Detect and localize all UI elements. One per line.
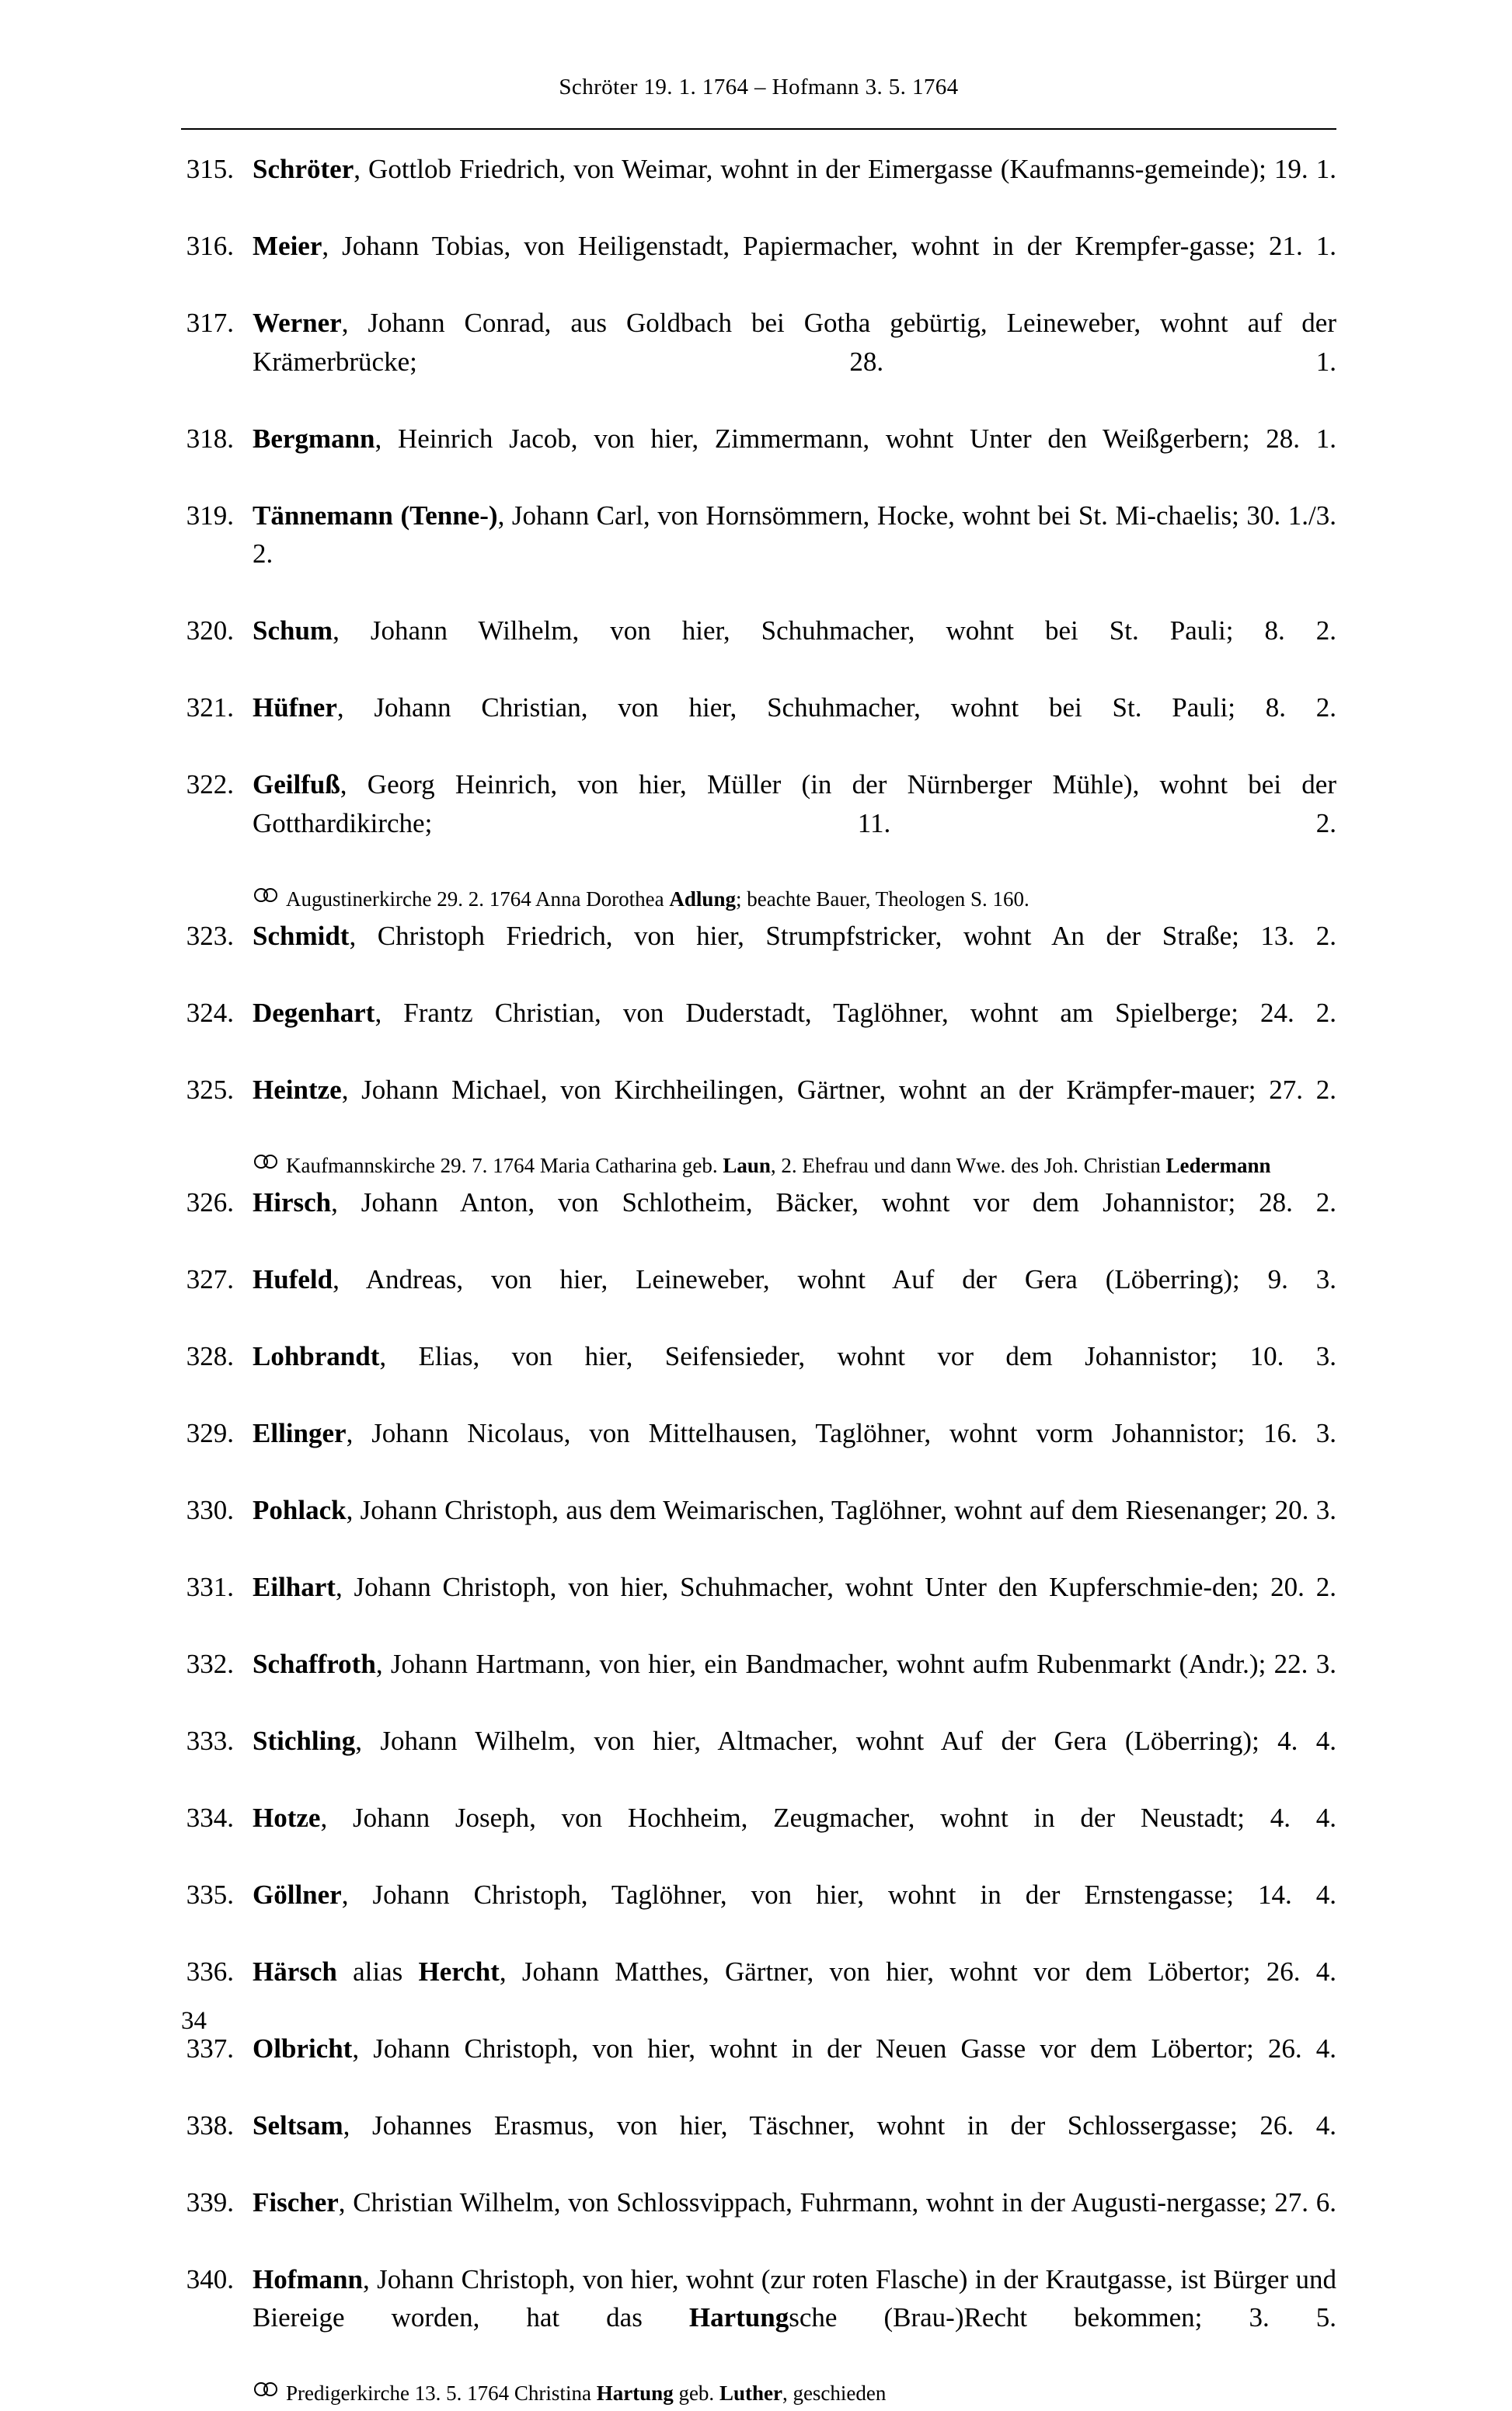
entry-surname: Schaffroth — [253, 1648, 376, 1679]
entry-row — [181, 1414, 1336, 1491]
entry-text: , Georg Heinrich, von hier, Müller (in der Nürnberger Mühle), wohnt bei der Gotthardikirche; 11. 2. — [253, 769, 1336, 838]
entry-surname: Seltsam — [253, 2110, 343, 2141]
entry-row — [181, 1876, 1336, 1953]
entry-text: , Johannes Erasmus, von hier, Täschner, wohnt in der Schlossergasse; 26. 4. — [343, 2110, 1336, 2141]
entry-text: , Johann Anton, von Schlotheim, Bäcker, wohnt vor dem Johannistor; 28. 2. — [331, 1186, 1336, 1218]
entry-text: , Christian Wilhelm, von Schlossvippach, Fuhrmann, wohnt in der Augusti-nergasse; 27. 6. — [338, 2186, 1336, 2218]
entry-number: 331. — [186, 1571, 234, 1602]
page-number: 34 — [181, 2007, 207, 2035]
entry-row — [181, 420, 1336, 496]
entry-number: 329. — [186, 1417, 234, 1448]
marriage-oo-symbol-icon — [253, 883, 286, 903]
entry-row — [181, 611, 1336, 688]
entry-surname: Hüfner — [253, 692, 337, 723]
entry-row — [181, 2106, 1336, 2183]
entry-surname: Heintze — [253, 1074, 342, 1105]
entry-text: , Gottlob Friedrich, von Weimar, wohnt in der Eimergasse (Kaufmanns-gemeinde); 19. 1. — [354, 154, 1336, 184]
entry-number: 321. — [186, 692, 234, 723]
entry-body — [253, 1260, 1336, 1337]
entry-row — [181, 1722, 1336, 1799]
entry-surname: Schröter — [253, 154, 354, 184]
entry-body — [253, 1491, 1336, 1568]
entry-row — [181, 496, 1336, 612]
entry-number: 322. — [186, 769, 234, 800]
entry-surname: Tännemann (Tenne-) — [253, 500, 498, 531]
entry-row — [181, 1491, 1336, 1568]
entry-text: Kaufmannskirche 29. 7. 1764 Maria Catharina geb. — [286, 1153, 723, 1177]
entry-body — [253, 304, 1336, 420]
entry-text: , Johann Christoph, von hier, Schuhmacher, wohnt Unter den Kupferschmie-den; 20. 2. — [335, 1571, 1336, 1602]
entry-row — [181, 150, 1336, 227]
entry-row — [181, 1799, 1336, 1876]
entry-number: 327. — [186, 1263, 234, 1294]
entry-body — [253, 1337, 1336, 1414]
entry-surname: Degenhart — [253, 997, 375, 1028]
entry-text: ; beachte Bauer, Theologen S. 160. — [735, 887, 1029, 911]
entry-row — [181, 1260, 1336, 1337]
entry-number: 315. — [186, 154, 234, 184]
entry-body — [253, 1953, 1336, 2029]
entry-surname: Stichling — [253, 1725, 356, 1756]
entry-body — [253, 227, 1336, 304]
entry-body — [253, 2183, 1336, 2260]
running-head: Schröter 19. 1. 1764 – Hofmann 3. 5. 1764 — [559, 75, 959, 99]
entry-text: geb. — [673, 2381, 719, 2405]
entry-body — [253, 688, 1336, 765]
entry-text: Augustinerkirche 29. 2. 1764 Anna Dorothea — [286, 887, 670, 911]
entry-body — [253, 611, 1336, 688]
entry-number: 323. — [186, 920, 234, 951]
entry-row — [181, 2183, 1336, 2260]
entry-number: 340. — [186, 2263, 234, 2294]
entry-surname: Fischer — [253, 2186, 339, 2218]
entry-surname: Härsch — [253, 1956, 337, 1987]
entry-text: , Johann Conrad, aus Goldbach bei Gotha gebürtig, Leineweber, wohnt auf der Krämerbrücke; 28. 1. — [253, 308, 1336, 377]
entry-row — [181, 688, 1336, 765]
entry-body — [253, 2106, 1336, 2183]
entry-text: , Johann Michael, von Kirchheilingen, Gärtner, wohnt an der Krämpfer-mauer; 27. 2. — [341, 1074, 1336, 1105]
marriage-note-text — [286, 1148, 1336, 1183]
entry-number: 326. — [186, 1186, 234, 1218]
entry-body — [253, 994, 1336, 1071]
entry-surname: Hotze — [253, 1802, 321, 1833]
entry-text: , Christoph Friedrich, von hier, Strumpfstricker, wohnt An der Straße; 13. 2. — [349, 920, 1336, 951]
entry-number: 325. — [186, 1074, 234, 1105]
entry-text: , Johann Christoph, von hier, wohnt (zur roten Flasche) in der Krautgasse, ist Bürger und Biereige worden, hat das — [253, 2263, 1336, 2333]
entry-text: , Johann Nicolaus, von Mittelhausen, Taglöhner, wohnt vorm Johannistor; 16. 3. — [346, 1417, 1336, 1448]
entry-body — [253, 1568, 1336, 1645]
entry-number: 338. — [186, 2110, 234, 2141]
entry-number: 334. — [186, 1802, 234, 1833]
marriage-note-text — [286, 882, 1336, 916]
entry-surname: Ledermann — [1165, 1153, 1271, 1177]
entry-text: , Elias, von hier, Seifensieder, wohnt vor dem Johannistor; 10. 3. — [379, 1340, 1336, 1371]
entry-body — [253, 1645, 1336, 1722]
entry-surname: Bergmann — [253, 423, 375, 454]
entry-number: 332. — [186, 1648, 234, 1679]
entry-number: 318. — [186, 423, 234, 454]
entry-body — [253, 1183, 1336, 1260]
entry-body — [253, 150, 1336, 227]
entry-number: 319. — [186, 500, 234, 531]
entry-surname: Luther — [719, 2381, 782, 2405]
entry-row — [181, 304, 1336, 420]
entry-number: 339. — [186, 2186, 234, 2218]
entry-number: 337. — [186, 2033, 234, 2064]
entry-surname: Hufeld — [253, 1263, 333, 1294]
entry-text: , Johann Joseph, von Hochheim, Zeugmacher, wohnt in der Neustadt; 4. 4. — [320, 1802, 1336, 1833]
entry-body — [253, 1414, 1336, 1491]
entry-body — [253, 1071, 1336, 1148]
entry-body — [253, 1722, 1336, 1799]
entry-number: 317. — [186, 308, 234, 338]
entry-surname: Geilfuß — [253, 769, 340, 800]
entry-row — [181, 227, 1336, 304]
entry-surname: Eilhart — [253, 1571, 336, 1602]
entry-number: 316. — [186, 231, 234, 261]
entry-row — [181, 1645, 1336, 1722]
entry-text: , Johann Tobias, von Heiligenstadt, Papiermacher, wohnt in der Krempfer-gasse; 21. 1. — [322, 231, 1336, 261]
entry-surname: Olbricht — [253, 2033, 353, 2064]
entry-surname: Hirsch — [253, 1186, 332, 1218]
entry-number: 324. — [186, 997, 234, 1028]
entry-surname: Hercht — [418, 1956, 500, 1987]
entry-surname: Hartung — [688, 2302, 789, 2333]
marriage-note — [253, 1148, 1336, 1183]
entry-surname: Adlung — [669, 887, 736, 911]
entry-body — [253, 917, 1336, 994]
marriage-note — [253, 2376, 1336, 2410]
entry-row — [181, 765, 1336, 881]
marriage-oo-symbol-icon — [253, 2377, 286, 2397]
entry-number: 336. — [186, 1956, 234, 1987]
entry-text: Predigerkirche 13. 5. 1764 Christina — [286, 2381, 597, 2405]
entry-text: alias — [336, 1956, 419, 1987]
entry-text: , Johann Christoph, Taglöhner, von hier, wohnt in der Ernstengasse; 14. 4. — [341, 1879, 1336, 1910]
entry-row — [181, 1071, 1336, 1148]
entry-surname: Schum — [253, 615, 333, 646]
entry-row — [181, 2029, 1336, 2106]
entry-body — [253, 496, 1336, 612]
entry-text: , Heinrich Jacob, von hier, Zimmermann, wohnt Unter den Weißgerbern; 28. 1. — [375, 423, 1336, 454]
entry-row — [181, 1337, 1336, 1414]
header-rule — [181, 128, 1336, 130]
marriage-note-text — [286, 2376, 1336, 2410]
entry-row — [181, 1183, 1336, 1260]
marriage-note — [253, 882, 1336, 916]
entry-surname: Meier — [253, 231, 322, 261]
entry-text: , Johann Carl, von Hornsömmern, Hocke, wohnt bei St. Mi-chaelis; 30. 1./3. 2. — [253, 500, 1336, 569]
entry-body — [253, 2029, 1336, 2106]
entry-text: sche (Brau-)Recht bekommen; 3. 5. — [789, 2302, 1336, 2333]
entry-text: , Frantz Christian, von Duderstadt, Taglöhner, wohnt am Spielberge; 24. 2. — [375, 997, 1336, 1028]
entry-surname: Göllner — [253, 1879, 342, 1910]
entry-number: 330. — [186, 1494, 234, 1525]
entry-number: 320. — [186, 615, 234, 646]
entry-text: , Andreas, von hier, Leineweber, wohnt Auf der Gera (Löberring); 9. 3. — [333, 1263, 1336, 1294]
entry-surname: Laun — [723, 1153, 771, 1177]
entry-surname: Ellinger — [253, 1417, 347, 1448]
entry-body — [253, 1799, 1336, 1876]
entry-text: , Johann Hartmann, von hier, ein Bandmacher, wohnt aufm Rubenmarkt (Andr.); 22. 3. — [375, 1648, 1336, 1679]
entry-number: 333. — [186, 1725, 234, 1756]
entry-number: 335. — [186, 1879, 234, 1910]
entry-surname: Hofmann — [253, 2263, 363, 2294]
entry-surname: Hartung — [596, 2381, 674, 2405]
entry-text: , Johann Christoph, aus dem Weimarischen, Taglöhner, wohnt auf dem Riesenanger; 20. 3. — [346, 1494, 1336, 1525]
entry-surname: Pohlack — [253, 1494, 347, 1525]
entry-text: , Johann Matthes, Gärtner, von hier, wohnt vor dem Löbertor; 26. 4. — [499, 1956, 1336, 1987]
entry-text: , Johann Christoph, von hier, wohnt in der Neuen Gasse vor dem Löbertor; 26. 4. — [352, 2033, 1336, 2064]
entry-row — [181, 917, 1336, 994]
entry-text: , 2. Ehefrau und dann Wwe. des Joh. Christian — [770, 1153, 1166, 1177]
entry-body — [253, 2260, 1336, 2376]
entry-surname: Lohbrandt — [253, 1340, 380, 1371]
entry-row — [181, 1953, 1336, 2029]
marriage-oo-symbol-icon — [253, 1149, 286, 1169]
entry-body — [253, 1876, 1336, 1953]
entry-text: , Johann Wilhelm, von hier, Altmacher, wohnt Auf der Gera (Löberring); 4. 4. — [355, 1725, 1336, 1756]
entry-text: , Johann Christian, von hier, Schuhmacher, wohnt bei St. Pauli; 8. 2. — [336, 692, 1336, 723]
entry-body — [253, 420, 1336, 496]
entry-body — [253, 765, 1336, 881]
entry-surname: Werner — [253, 308, 342, 338]
entry-surname: Schmidt — [253, 920, 350, 951]
entry-number: 328. — [186, 1340, 234, 1371]
entry-text: , Johann Wilhelm, von hier, Schuhmacher, wohnt bei St. Pauli; 8. 2. — [333, 615, 1336, 646]
entry-row — [181, 2260, 1336, 2376]
entry-list — [181, 150, 1336, 2411]
entry-row — [181, 1568, 1336, 1645]
entry-row — [181, 994, 1336, 1071]
entry-text: , geschieden — [782, 2381, 887, 2405]
